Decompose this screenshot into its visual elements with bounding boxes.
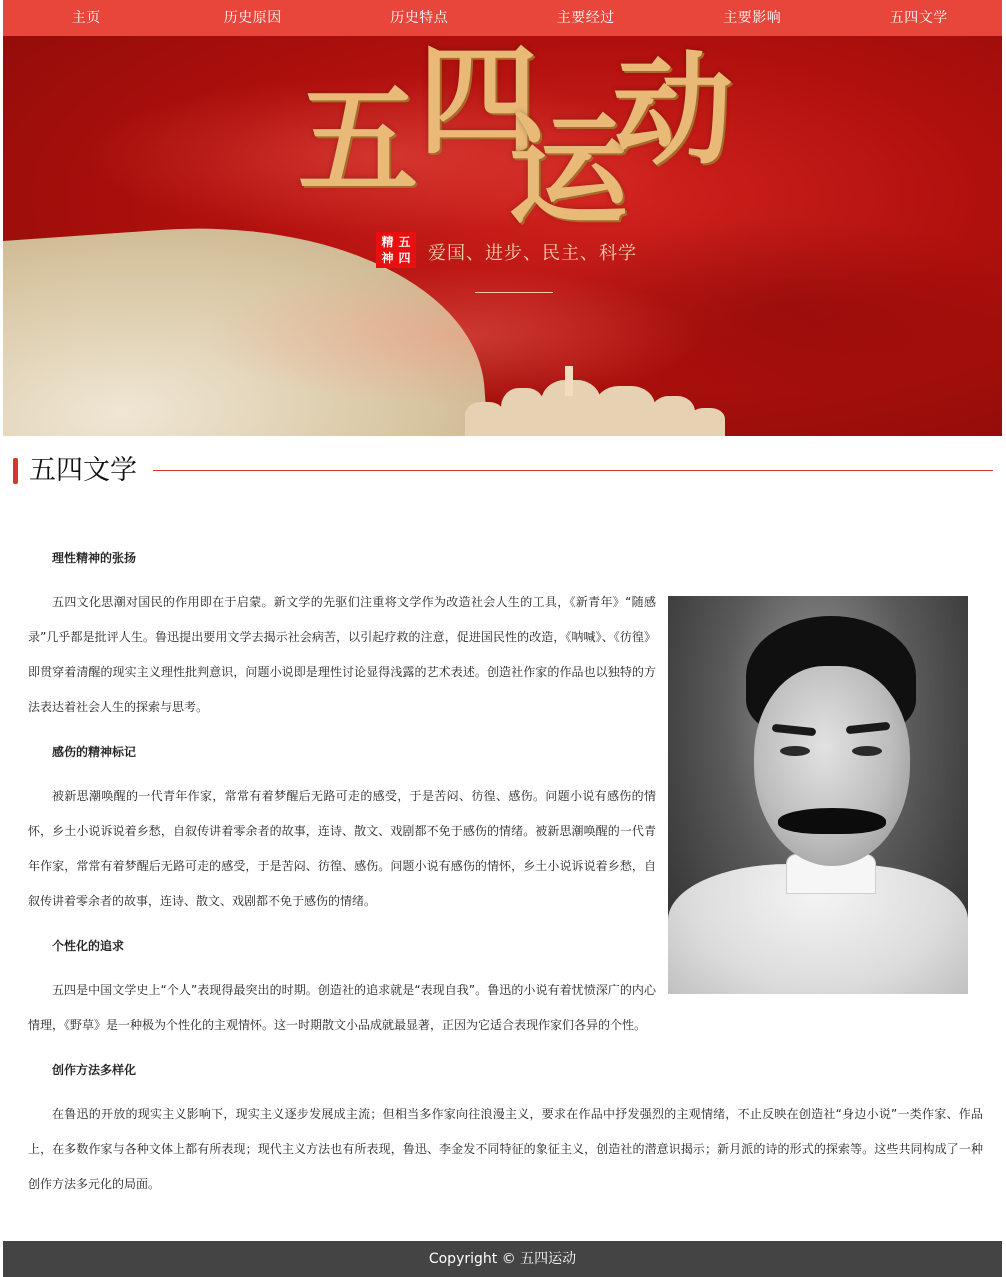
banner-title [298,36,738,241]
nav-item-home[interactable]: 主页 [71,10,101,26]
nav-item-main-events[interactable]: 主要经过 [556,10,615,26]
banner-divider [475,292,553,293]
copyright-text: Copyright © 五四运动 [428,1251,577,1267]
hero-banner [3,36,1002,436]
footer [3,1241,1002,1277]
article-heading: 感伤的精神标记 [52,745,137,759]
section-divider [153,470,993,471]
lu-xun-portrait-image [668,596,968,994]
banner-title-char: 四 [418,36,538,171]
article-paragraph: 被新思潮唤醒的一代青年作家，常常有着梦醒后无路可走的感受，于是苦闷、彷徨、感伤。问题小说有感伤的情怀，乡土小说诉说着乡愁，自叙传讲着零余者的故事，连诗、散文、戏剧都不免于感伤的情绪。被新思潮唤醒的一代青年作家，常常有着梦醒后无路可走的感受，于是苦闷、彷徨、感伤。问题小说有感伤的情怀，乡土小说诉说着乡愁，自叙传讲着零余者的故事，连诗、散文、戏剧都不免于感伤的情绪。 [28,789,656,908]
statue-illustration [465,366,725,436]
banner-slogan: 爱国、进步、民主、科学 [428,243,637,264]
article-paragraph: 五四是中国文学史上“个人”表现得最突出的时期。创造社的追求就是“表现自我”。鲁迅的小说有着忧愤深广的内心情理，《野草》是一种极为个性化的主观情怀。这一时期散文小品成就最显著，正因为它适合表现作家们各异的个性。 [28,983,656,1032]
section-title: 五四文学 [29,455,137,486]
section-accent-bar [13,458,18,484]
page [3,0,1002,1277]
nav-item-history-features[interactable]: 历史特点 [390,10,449,26]
banner-title-char: 五 [298,72,418,211]
banner-title-char: 动 [613,42,733,181]
nav-item-main-influence[interactable]: 主要影响 [723,10,782,26]
banner-title-char: 运 [508,102,628,241]
article-paragraph: 在鲁迅的开放的现实主义影响下，现实主义逐步发展成主流；但相当多作家向往浪漫主义，要求在作品中抒发强烈的主观情绪，不止反映在创造社“身边小说”一类作家、作品上，在多数作家与各种文体上都有所表现；现代主义方法也有所表现，鲁迅、李金发不同特征的象征主义，创造社的潜意识揭示；新月派的诗的形式的探索等。这些共同构成了一种创作方法多元化的局面。 [28,1107,983,1191]
section-header [13,454,993,488]
nav-item-may-fourth-literature[interactable]: 五四文学 [889,10,948,26]
article-heading: 个性化的追求 [52,939,125,953]
article-paragraph: 五四文化思潮对国民的作用即在于启蒙。新文学的先驱们注重将文学作为改造社会人生的工具，《新青年》“随感录”几乎都是批评人生。鲁迅提出要用文学去揭示社会病苦，以引起疗救的注意，促进国民性的改造，《呐喊》、《彷徨》即贯穿着清醒的现实主义理性批判意识，问题小说即是理性讨论显得浅露的艺术表述。创造社作家的作品也以独特的方法表达着社会人生的探索与思考。 [28,595,656,714]
article-heading: 理性精神的张扬 [52,551,137,565]
article-heading: 创作方法多样化 [52,1063,137,1077]
seal-stamp: 精 五 神 四 [376,232,416,268]
top-nav [3,0,1002,36]
nav-item-history-causes[interactable]: 历史原因 [223,10,282,26]
